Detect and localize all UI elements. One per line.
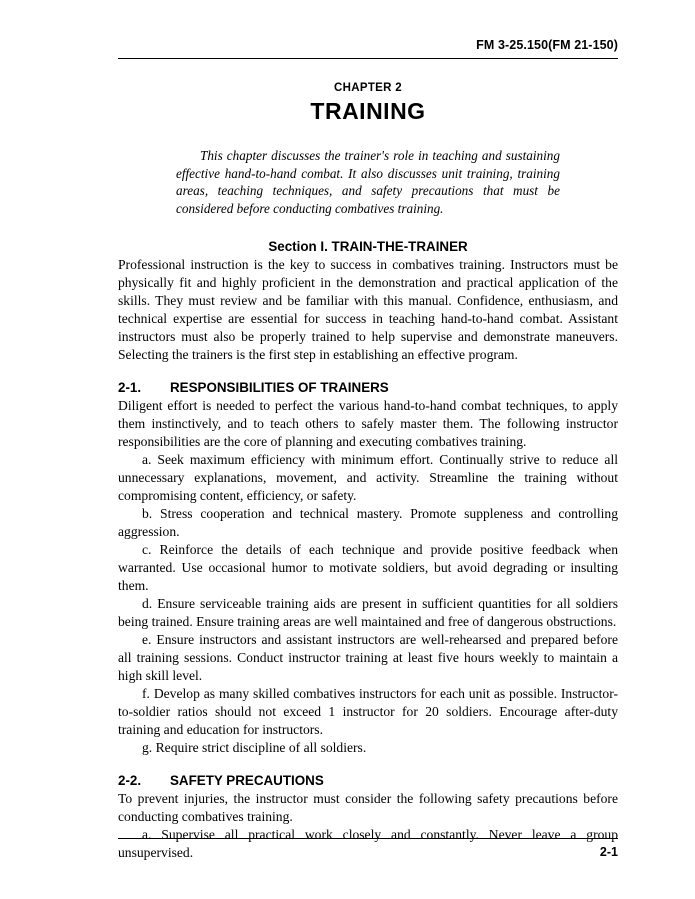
article-title-2-2: SAFETY PRECAUTIONS	[170, 773, 324, 789]
chapter-abstract	[176, 147, 560, 217]
article-2-2-lead: To prevent injuries, the instructor must consider the following safety precautions before conducting combatives training.	[118, 791, 618, 825]
page-number: 2-1	[599, 845, 618, 859]
section-intro-paragraph: Professional instruction is the key to success in combatives training. Instructors must be physically fit and highly proficient in the demonstration and practical application of the skills. They must review and be familiar with this manual. Confidence, enthusiasm, and technical expertise are essential for success in teaching hand-to-hand combat. Assistant instructors must also be properly trained to help supervise and demonstrate maneuvers. Selecting the trainers is the first step in establishing an effective program.	[118, 257, 618, 363]
article-2-1-item-d: d. Ensure serviceable training aids are present in sufficient quantities for all soldiers being trained. Ensure training areas are well maintained and free of dangerous obstructions.	[118, 596, 618, 630]
article-heading-2-1	[118, 380, 618, 395]
article-2-2-item-a: a. Supervise all practical work closely and constantly. Never leave a group unsupervised.	[118, 827, 618, 861]
article-title-2-1: RESPONSIBILITIES OF TRAINERS	[170, 380, 389, 396]
article-2-1-item-c: c. Reinforce the details of each technique and provide positive feedback when warranted. Use occasional humor to motivate soldiers, but avoid degrading or insulting them.	[118, 542, 618, 594]
article-2-1-lead: Diligent effort is needed to perfect the various hand-to-hand combat techniques, to apply them instinctively, and to teach others to safely master them. The following instructor responsibilities are the core of planning and executing combatives training.	[118, 398, 618, 450]
article-number-2-1: 2-1.	[118, 380, 142, 396]
article-number-2-2: 2-2.	[118, 773, 142, 789]
chapter-abstract-text: This chapter discusses the trainer's role in teaching and sustaining effective hand-to-hand combat. It also discusses unit training, training areas, teaching techniques, and safety precautions that must be considered before conducting combatives training.	[176, 148, 560, 216]
page-content	[118, 72, 618, 862]
running-head: FM 3-25.150(FM 21-150)	[476, 38, 618, 52]
chapter-title: TRAINING	[310, 98, 426, 124]
article-heading-2-2	[118, 773, 618, 788]
header-rule	[118, 58, 618, 59]
article-2-1-item-b: b. Stress cooperation and technical mastery. Promote suppleness and controlling aggression.	[118, 506, 618, 540]
chapter-label: CHAPTER 2	[334, 82, 402, 94]
article-2-1-item-a: a. Seek maximum efficiency with minimum effort. Continually strive to reduce all unnecessary explanations, movement, and activity. Streamline the training without compromising content, efficiency, or safety.	[118, 452, 618, 504]
article-2-1-item-g: g. Require strict discipline of all soldiers.	[142, 740, 367, 756]
footer-rule	[118, 838, 618, 839]
section-heading: Section I. TRAIN-THE-TRAINER	[268, 239, 468, 255]
article-2-1-item-f: f. Develop as many skilled combatives instructors for each unit as possible. Instructor-to-soldier ratios should not exceed 1 instructor for 20 soldiers. Encourage after-duty training and education for instructors.	[118, 686, 618, 738]
article-2-1-item-e: e. Ensure instructors and assistant instructors are well-rehearsed and prepared before all training sessions. Conduct instructor training at least five hours weekly to maintain a high skill level.	[118, 632, 618, 684]
